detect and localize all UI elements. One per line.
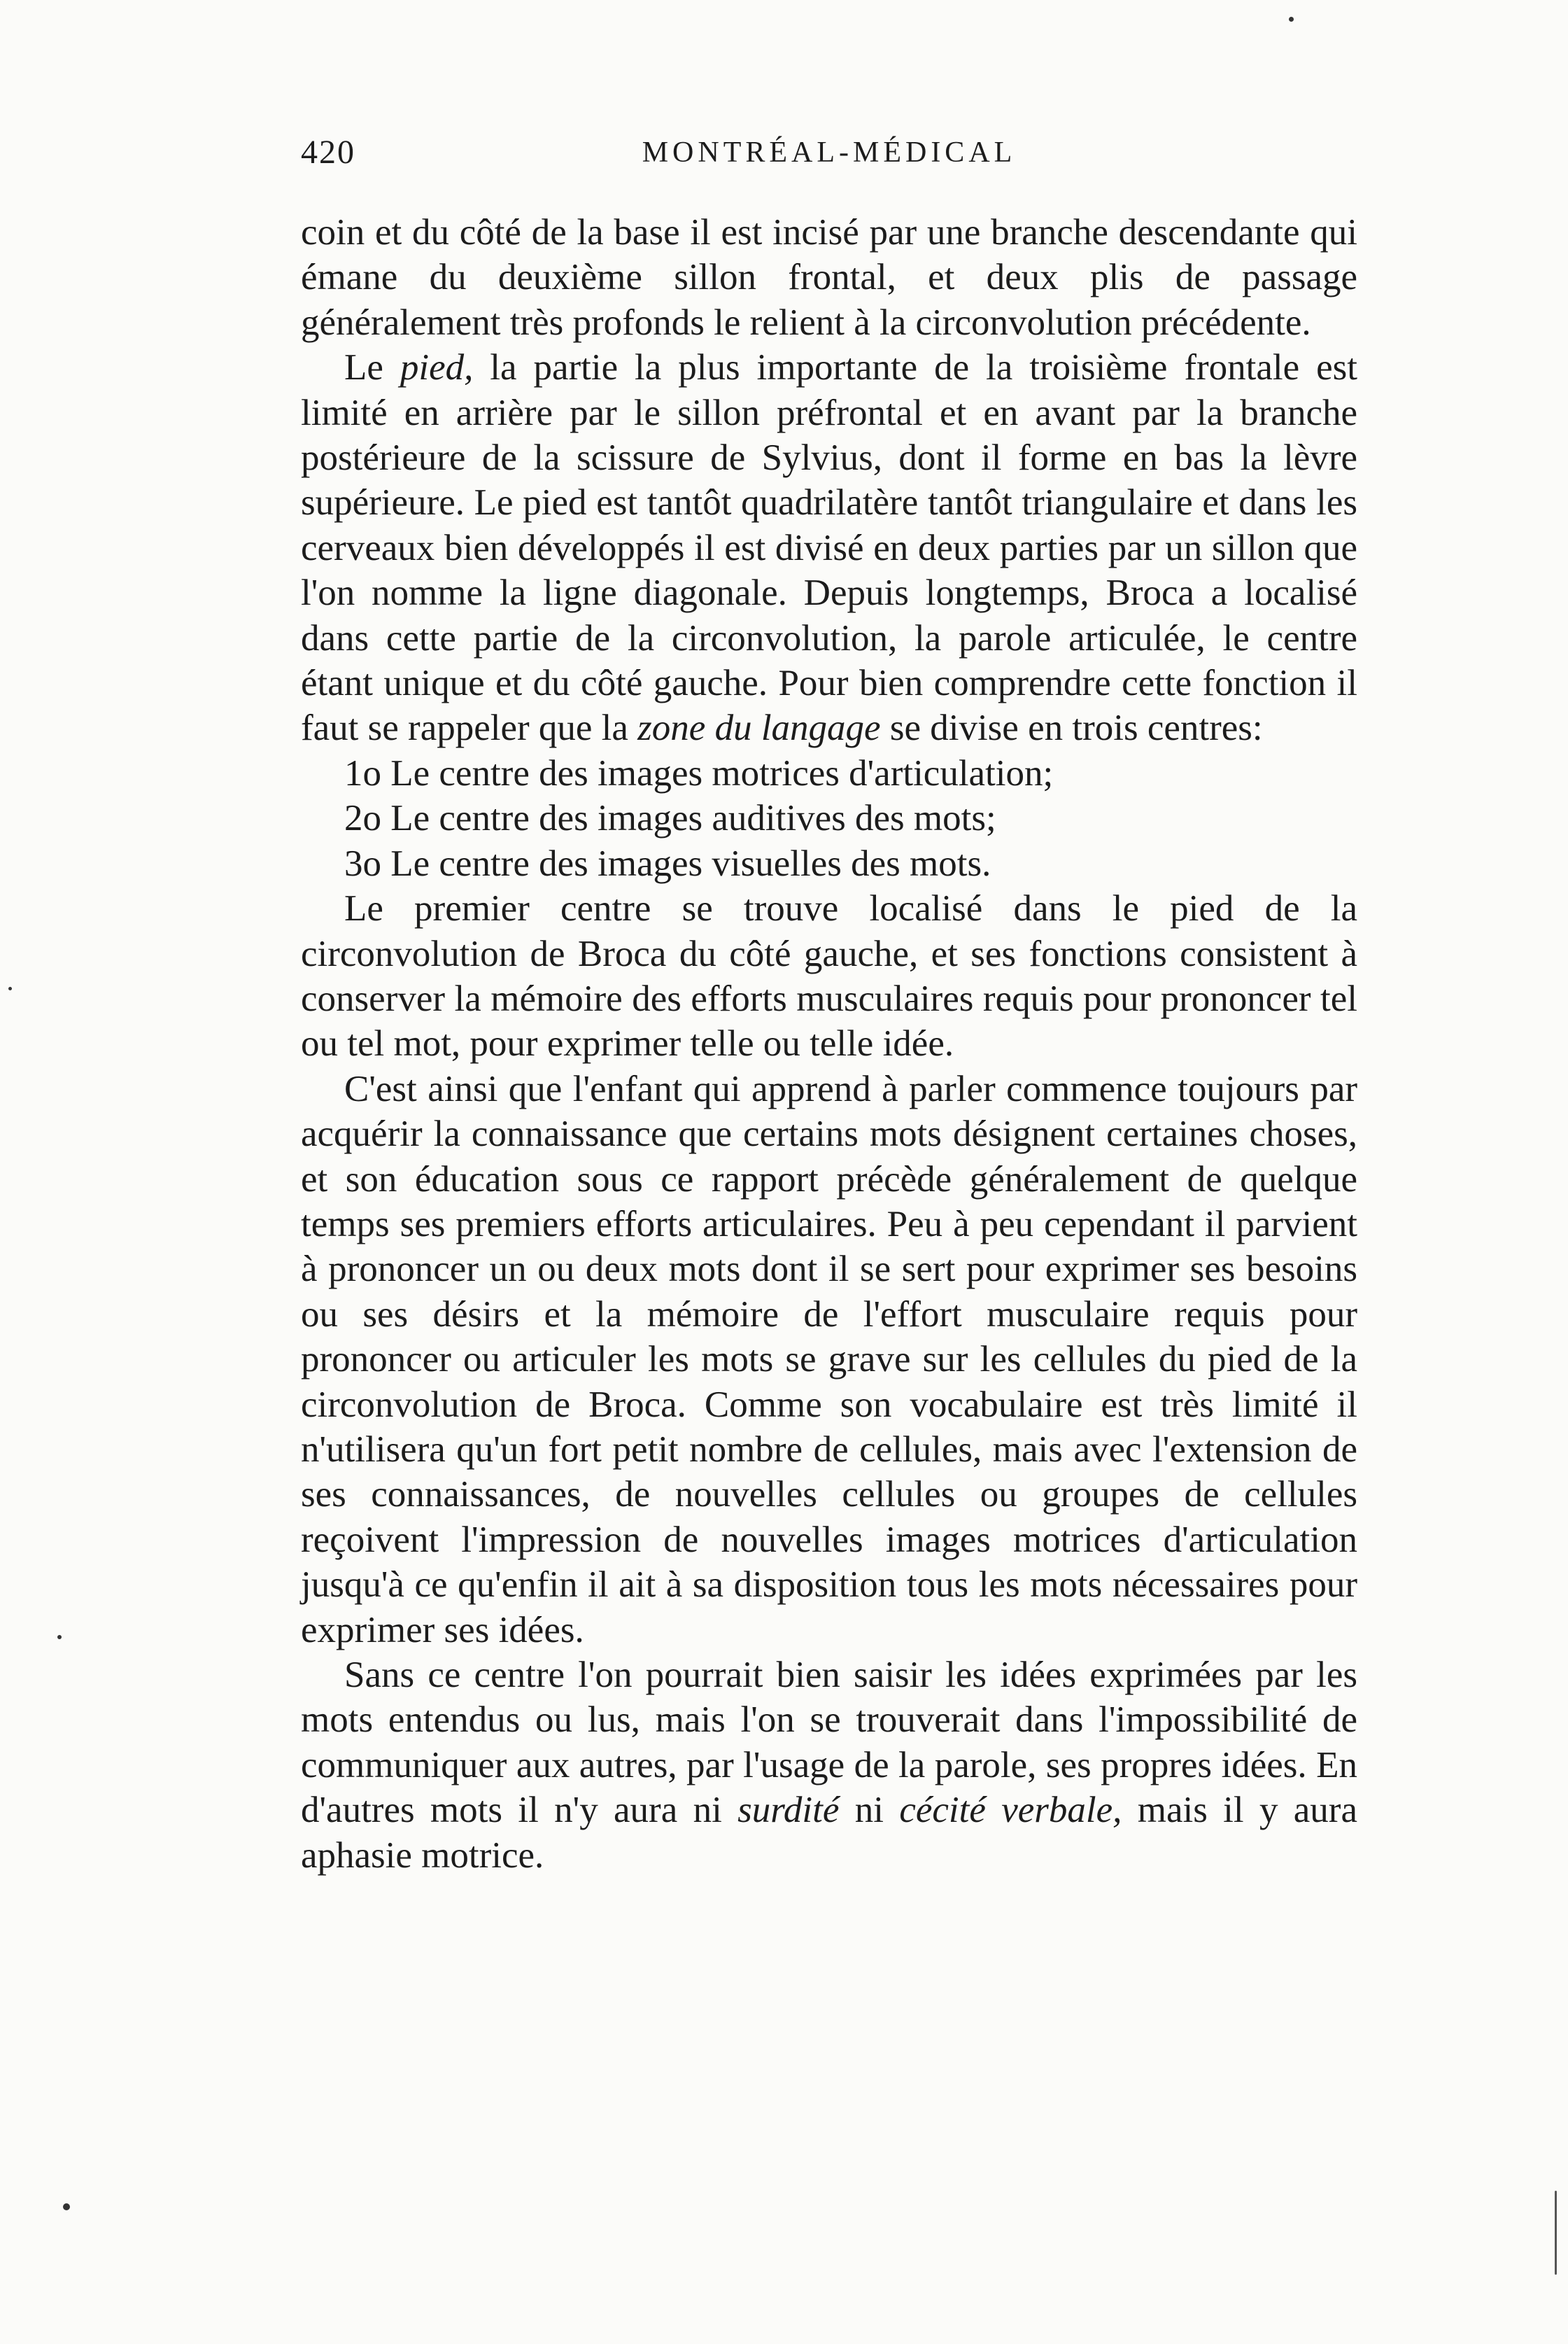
text-run: se divise en trois centres: [880,708,1263,749]
body-text [301,210,1357,1878]
text-run: ni [839,1790,900,1831]
text-run: 1o Le centre des images motrices d'articulation; [344,752,1054,794]
list-item [301,796,1357,841]
text-run: Le premier centre se trouve localisé dans le pied de la circonvolution de Broca du côté gauche, et ses fonctions consistent à conserver la mémoire des efforts musculaires requis pour prononcer tel ou tel mot, pour exprimer telle ou telle idée. [301,888,1357,1065]
list-item [301,841,1357,886]
italic-text: cécité verbale, [899,1790,1122,1831]
paragraph [301,886,1357,1067]
list-item [301,751,1357,796]
paragraph [301,210,1357,345]
paragraph [301,1652,1357,1878]
text-run: mais il y aura aphasie motrice. [301,1790,1357,1876]
text-run: Le [344,347,400,388]
text-run: la partie la plus importante de la troisième frontale est limité en arrière par le sillon préfrontal et en avant par la branche postérieure de la scissure de Sylvius, dont il forme en bas la lèvre supérieure. Le pied est tantôt quadrilatère tantôt triangulaire et dans les cerveaux bien développés il est divisé en deux parties par un sillon que l'on nomme la ligne diagonale. Depuis longtemps, Broca a localisé dans cette partie de la circonvolution, la parole articulée, le centre étant unique et du côté gauche. Pour bien comprendre cette fonction il faut se rappeler que la [301,347,1357,749]
text-run: C'est ainsi que l'enfant qui apprend à parler commence toujours par acquérir la connaissance que certains mots désignent certaines choses, et son éducation sous ce rapport précède généralement de quelque temps ses premiers efforts articulaires. Peu à peu cependant il parvient à prononcer un ou deux mots dont il se sert pour exprimer ses besoins ou ses désirs et la mémoire de l'effort musculaire requis pour prononcer ou articuler les mots se grave sur les cellules du pied de la circonvolution de Broca. Comme son vocabulaire est très limité il n'utilisera qu'un fort petit nombre de cellules, mais avec l'extension de ses connaissances, de nouvelles cellules ou groupes de cellules reçoivent l'impression de nouvelles images motrices d'articulation jusqu'à ce qu'enfin il ait à sa disposition tous les mots nécessaires pour exprimer ses idées. [301,1068,1357,1650]
text-run: 3o Le centre des images visuelles des mots. [344,843,991,884]
text-run: Sans ce centre l'on pourrait bien saisir les idées exprimées par les mots entendus ou lus, mais l'on se trouverait dans l'impossibilité de communiquer aux autres, par l'usage de la parole, ses propres idées. En d'autres mots il n'y aura ni [301,1655,1357,1831]
paragraph [301,1067,1357,1652]
italic-text: zone du langage [637,708,881,749]
italic-text: surdité [737,1790,840,1831]
running-title: MONTRÉAL-MÉDICAL [642,136,1017,169]
paragraph [301,345,1357,751]
page-header [301,133,1357,189]
italic-text: pied, [400,347,474,388]
page-number: 420 [301,134,355,171]
text-run: coin et du côté de la base il est incisé par une branche descendante qui émane du deuxième sillon frontal, et deux plis de passage généralement très profonds le relient à la circonvolution précédente. [301,212,1357,343]
text-run: 2o Le centre des images auditives des mots; [344,798,996,839]
